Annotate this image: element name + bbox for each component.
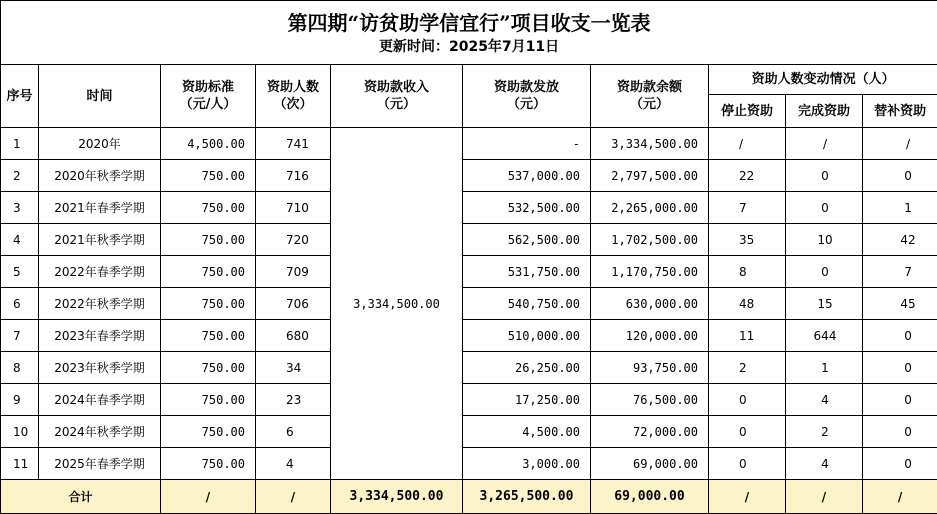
row-standard: 750.00 [161, 352, 256, 384]
row-count: 716 [256, 160, 331, 192]
row-complete: 1 [786, 352, 863, 384]
update-time: 更新时间：2025年7月11日 [378, 38, 560, 55]
row-standard: 750.00 [161, 384, 256, 416]
total-balance: 69,000.00 [591, 480, 709, 514]
row-payout: 540,750.00 [463, 288, 591, 320]
row-time: 2022年秋季学期 [39, 288, 161, 320]
row-seq: 11 [1, 448, 39, 480]
row-time: 2021年秋季学期 [39, 224, 161, 256]
row-balance: 3,334,500.00 [591, 128, 709, 160]
total-stop: / [709, 480, 786, 514]
row-complete: 4 [786, 384, 863, 416]
header-standard [161, 65, 256, 128]
row-count: 706 [256, 288, 331, 320]
row-balance: 630,000.00 [591, 288, 709, 320]
row-replace: / [863, 128, 937, 160]
row-complete: 15 [786, 288, 863, 320]
row-balance: 69,000.00 [591, 448, 709, 480]
table-row [1, 320, 937, 352]
row-count: 710 [256, 192, 331, 224]
row-stop: / [709, 128, 786, 160]
row-time: 2020年秋季学期 [39, 160, 161, 192]
row-stop: 0 [709, 384, 786, 416]
row-replace: 42 [863, 224, 937, 256]
row-seq: 1 [1, 128, 39, 160]
row-seq: 2 [1, 160, 39, 192]
row-time: 2021年春季学期 [39, 192, 161, 224]
row-count: 741 [256, 128, 331, 160]
row-complete: 0 [786, 256, 863, 288]
row-replace: 0 [863, 384, 937, 416]
row-stop: 35 [709, 224, 786, 256]
row-count: 23 [256, 384, 331, 416]
row-balance: 120,000.00 [591, 320, 709, 352]
row-standard: 750.00 [161, 416, 256, 448]
header-income [331, 65, 463, 128]
header-payout [463, 65, 591, 128]
total-income: 3,334,500.00 [331, 480, 463, 514]
table-row [1, 192, 937, 224]
row-count: 4 [256, 448, 331, 480]
table-row [1, 128, 937, 160]
header-change-group: 资助人数变动情况（人） [709, 65, 937, 95]
row-payout: - [463, 128, 591, 160]
row-payout: 537,000.00 [463, 160, 591, 192]
row-replace: 0 [863, 320, 937, 352]
row-time: 2023年春季学期 [39, 320, 161, 352]
row-seq: 3 [1, 192, 39, 224]
row-stop: 0 [709, 448, 786, 480]
row-count: 6 [256, 416, 331, 448]
row-count: 34 [256, 352, 331, 384]
row-replace: 45 [863, 288, 937, 320]
row-standard: 4,500.00 [161, 128, 256, 160]
header-count [256, 65, 331, 128]
row-stop: 11 [709, 320, 786, 352]
row-time: 2024年春季学期 [39, 384, 161, 416]
row-balance: 2,797,500.00 [591, 160, 709, 192]
header-standard-unit: （元/人） [179, 97, 237, 112]
row-payout: 510,000.00 [463, 320, 591, 352]
page-title: 第四期“访贫助学信宜行”项目收支一览表 [287, 10, 651, 35]
row-seq: 6 [1, 288, 39, 320]
row-seq: 8 [1, 352, 39, 384]
row-balance: 1,170,750.00 [591, 256, 709, 288]
row-seq: 7 [1, 320, 39, 352]
table-row [1, 416, 937, 448]
row-stop: 0 [709, 416, 786, 448]
table-row [1, 352, 937, 384]
table-row [1, 160, 937, 192]
row-payout: 532,500.00 [463, 192, 591, 224]
row-payout: 26,250.00 [463, 352, 591, 384]
row-payout: 3,000.00 [463, 448, 591, 480]
row-balance: 76,500.00 [591, 384, 709, 416]
header-standard-label: 资助标准 [181, 80, 234, 95]
header-payout-unit: （元） [506, 97, 546, 112]
title-cell [1, 1, 937, 65]
header-count-unit: （次） [273, 97, 313, 112]
table-row [1, 256, 937, 288]
row-time: 2023年秋季学期 [39, 352, 161, 384]
total-replace: / [863, 480, 937, 514]
header-complete: 完成资助 [786, 95, 863, 128]
row-standard: 750.00 [161, 160, 256, 192]
row-balance: 2,265,000.00 [591, 192, 709, 224]
row-replace: 0 [863, 160, 937, 192]
row-replace: 1 [863, 192, 937, 224]
row-replace: 7 [863, 256, 937, 288]
row-payout: 531,750.00 [463, 256, 591, 288]
row-complete: 0 [786, 192, 863, 224]
row-complete: 0 [786, 160, 863, 192]
row-complete: 10 [786, 224, 863, 256]
row-standard: 750.00 [161, 192, 256, 224]
total-standard: / [161, 480, 256, 514]
row-complete: 4 [786, 448, 863, 480]
total-payout: 3,265,500.00 [463, 480, 591, 514]
row-standard: 750.00 [161, 288, 256, 320]
total-count: / [256, 480, 331, 514]
header-replace: 替补资助 [863, 95, 937, 128]
total-row [1, 480, 937, 514]
row-time: 2020年 [39, 128, 161, 160]
row-stop: 2 [709, 352, 786, 384]
row-time: 2025年春季学期 [39, 448, 161, 480]
row-count: 709 [256, 256, 331, 288]
row-replace: 0 [863, 352, 937, 384]
header-payout-label: 资助款发放 [493, 80, 559, 95]
row-balance: 1,702,500.00 [591, 224, 709, 256]
row-stop: 8 [709, 256, 786, 288]
row-count: 720 [256, 224, 331, 256]
row-balance: 72,000.00 [591, 416, 709, 448]
row-seq: 4 [1, 224, 39, 256]
header-income-label: 资助款收入 [363, 80, 429, 95]
row-payout: 17,250.00 [463, 384, 591, 416]
row-balance: 93,750.00 [591, 352, 709, 384]
header-count-label: 资助人数 [266, 80, 319, 95]
table-row [1, 288, 937, 320]
row-standard: 750.00 [161, 320, 256, 352]
header-balance-unit: （元） [629, 97, 669, 112]
row-payout: 4,500.00 [463, 416, 591, 448]
total-label: 合计 [1, 480, 161, 514]
row-seq: 9 [1, 384, 39, 416]
row-complete: / [786, 128, 863, 160]
row-seq: 5 [1, 256, 39, 288]
row-stop: 48 [709, 288, 786, 320]
header-time: 时间 [39, 65, 161, 128]
row-time: 2024年秋季学期 [39, 416, 161, 448]
income-merged-cell: 3,334,500.00 [331, 128, 463, 480]
row-complete: 644 [786, 320, 863, 352]
table-row [1, 448, 937, 480]
header-balance-label: 资助款余额 [616, 80, 682, 95]
header-income-unit: （元） [376, 97, 416, 112]
row-seq: 10 [1, 416, 39, 448]
row-count: 680 [256, 320, 331, 352]
row-standard: 750.00 [161, 256, 256, 288]
header-seq: 序号 [1, 65, 39, 128]
header-balance [591, 65, 709, 128]
total-complete: / [786, 480, 863, 514]
table-row [1, 224, 937, 256]
table-row [1, 384, 937, 416]
row-standard: 750.00 [161, 224, 256, 256]
row-stop: 7 [709, 192, 786, 224]
header-stop: 停止资助 [709, 95, 786, 128]
row-replace: 0 [863, 416, 937, 448]
row-standard: 750.00 [161, 448, 256, 480]
row-complete: 2 [786, 416, 863, 448]
row-stop: 22 [709, 160, 786, 192]
row-replace: 0 [863, 448, 937, 480]
row-time: 2022年春季学期 [39, 256, 161, 288]
row-payout: 562,500.00 [463, 224, 591, 256]
